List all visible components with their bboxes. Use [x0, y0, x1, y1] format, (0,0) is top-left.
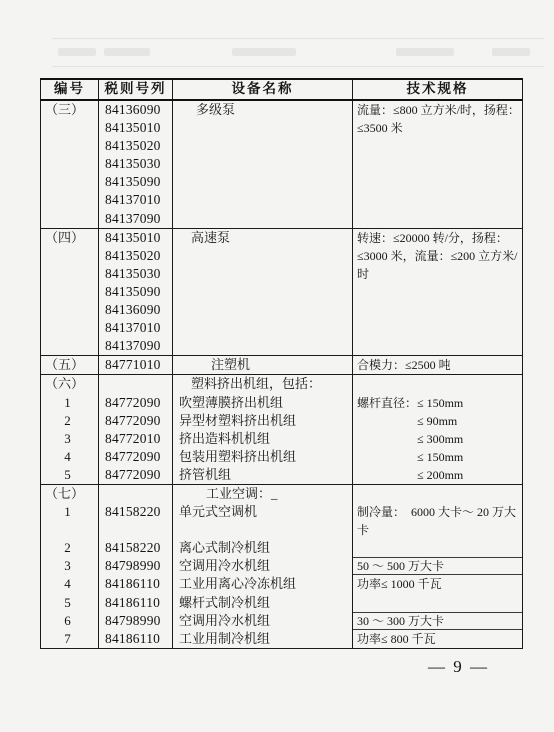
tariff-code: 84135020 [105, 247, 161, 263]
equipment-name-cell [173, 228, 353, 356]
equipment-name: 离心式制冷机组 [179, 540, 271, 556]
tariff-code: 84136090 [105, 302, 161, 318]
tariff-code-cell [99, 484, 173, 648]
tariff-code: 84135010 [105, 229, 161, 245]
equipment-name: 空调用冷水机组 [179, 612, 271, 628]
tariff-code: 84798990 [105, 612, 161, 628]
tariff-code: 84186110 [105, 594, 161, 610]
tariff-code-cell [99, 356, 173, 375]
ghost-mark [232, 48, 296, 56]
tariff-code: 84137010 [105, 192, 161, 208]
equipment-name: 挤出造料机机组 [179, 430, 271, 446]
group-row [41, 228, 523, 356]
ghost-mark [492, 48, 530, 56]
number-cell [41, 484, 99, 648]
number-cell [41, 375, 99, 485]
table-header-row [41, 79, 523, 100]
tariff-code-cell [99, 228, 173, 356]
equipment-name: 吹塑薄膜挤出机组 [179, 394, 284, 410]
item-number: 2 [64, 412, 71, 428]
group-number: （四） [45, 229, 85, 245]
tariff-code: 84135090 [105, 174, 161, 190]
tariff-code: 84135020 [105, 138, 161, 154]
tariff-code: 84772090 [105, 412, 161, 428]
item-number: 4 [64, 448, 71, 464]
header-tariff-code: 税则号列 [99, 79, 173, 100]
tariff-code: 84135010 [105, 120, 161, 136]
tariff-code: 84771010 [105, 357, 161, 373]
tariff-code: 84798990 [105, 558, 161, 574]
empty-line [99, 375, 172, 393]
technical-spec-cell [353, 375, 523, 485]
bleed-through-ghost [52, 38, 544, 67]
equipment-name-cell [173, 356, 353, 375]
item-number: 7 [64, 630, 71, 646]
item-number: 3 [64, 430, 71, 446]
item-number: 2 [64, 540, 71, 556]
technical-spec-cell [353, 228, 523, 356]
spec-text: ≤ 150mm [417, 449, 464, 464]
tariff-code: 84772090 [105, 394, 161, 410]
number-cell [41, 100, 99, 228]
spec-text: 流量：≤800 立方米/时，扬程： [357, 103, 520, 117]
number-cell [41, 356, 99, 375]
group-row [41, 375, 523, 485]
tariff-code: 84186110 [105, 630, 161, 646]
ghost-mark [58, 48, 96, 56]
spec-text: 时 [357, 266, 370, 281]
number-cell [41, 228, 99, 356]
item-number: 1 [64, 504, 71, 520]
equipment-name: 空调用冷水机组 [179, 558, 271, 574]
tariff-code: 84137010 [105, 320, 161, 336]
equipment-name: 单元式空调机 [179, 504, 258, 520]
equipment-name-cell [173, 100, 353, 228]
spec-text: 合模力：≤2500 吨 [357, 358, 451, 373]
header-number: 编号 [41, 79, 99, 100]
equipment-name: 工业用制冷机组 [179, 630, 271, 646]
technical-spec-cell [353, 484, 523, 648]
group-number: （六） [45, 376, 85, 392]
tariff-code: 84137090 [105, 210, 161, 226]
spec-text: 功率≤ 1000 千瓦 [357, 577, 442, 592]
header-technical-spec: 技术规格 [353, 79, 523, 100]
empty-line [173, 521, 352, 539]
spec-text: 功率≤ 800 千瓦 [357, 631, 436, 646]
group-title: 塑料挤出机组，包括： [191, 376, 322, 392]
spec-text: ≤3000 米，流量：≤200 立方米/ [357, 248, 518, 263]
tariff-code: 84135090 [105, 283, 161, 299]
equipment-name: 高速泵 [191, 229, 231, 245]
tariff-code: 84158220 [105, 540, 161, 556]
spec-text: 螺杆直径：≤ 150mm [357, 395, 464, 410]
tariff-code: 84135030 [105, 156, 161, 172]
empty-line [353, 539, 522, 557]
tariff-code: 84772010 [105, 430, 161, 446]
spec-text: ≤3500 米 [357, 121, 403, 136]
technical-spec-cell [353, 100, 523, 228]
group-row [41, 484, 523, 648]
equipment-name: 挤管机组 [179, 466, 232, 482]
empty-line [353, 375, 522, 393]
spec-text: 制冷量： 6000 大卡～ 20 万大 [357, 505, 517, 520]
item-number: 5 [64, 594, 71, 610]
equipment-name: 异型材塑料挤出机组 [179, 412, 297, 428]
equipment-name-cell [173, 375, 353, 485]
empty-line [353, 485, 522, 503]
equipment-name: 多级泵 [196, 102, 236, 117]
group-number: （七） [45, 485, 85, 501]
spec-text: ≤ 200mm [417, 467, 464, 482]
tariff-code: 84186110 [105, 576, 161, 592]
tariff-code: 84772090 [105, 448, 161, 464]
spec-text: 转速：≤20000 转/分，扬程： [357, 230, 508, 245]
item-number: 4 [64, 576, 71, 592]
technical-spec-cell [353, 356, 523, 375]
tariff-code-cell [99, 375, 173, 485]
tariff-code: 84137090 [105, 338, 161, 354]
item-number: 1 [64, 394, 71, 410]
tariff-code: 84135030 [105, 265, 161, 281]
group-row [41, 356, 523, 375]
spec-text: 30 ～ 300 万大卡 [353, 612, 522, 630]
equipment-name-cell [173, 484, 353, 648]
empty-line [41, 521, 98, 539]
group-row [41, 100, 523, 228]
empty-line [353, 594, 522, 612]
spec-text: 卡 [357, 523, 370, 538]
equipment-table [40, 78, 523, 649]
tariff-code-cell [99, 100, 173, 228]
item-number: 6 [64, 612, 71, 628]
spec-text: ≤ 90mm [417, 413, 458, 428]
equipment-name: 螺杆式制冷机组 [179, 594, 271, 610]
tariff-code: 84772090 [105, 466, 161, 482]
equipment-name: 工业用离心冷冻机组 [179, 576, 297, 592]
ghost-mark [104, 48, 150, 56]
group-number: （三） [45, 102, 85, 117]
page-number: — 9 — [428, 657, 489, 676]
item-number: 3 [64, 558, 71, 574]
group-number: （五） [45, 357, 85, 373]
equipment-name: 注塑机 [211, 357, 251, 373]
group-title: 工业空调：_ [206, 485, 278, 501]
spec-text: 50 ～ 500 万大卡 [353, 557, 522, 575]
item-number: 5 [64, 466, 71, 482]
empty-line [99, 521, 172, 539]
tariff-code: 84136090 [105, 102, 161, 117]
empty-line [99, 485, 172, 503]
header-equipment-name: 设备名称 [173, 79, 353, 100]
ghost-mark [396, 48, 454, 56]
tariff-code: 84158220 [105, 504, 161, 520]
spec-text: ≤ 300mm [417, 431, 464, 446]
equipment-name: 包装用塑料挤出机组 [179, 448, 297, 464]
